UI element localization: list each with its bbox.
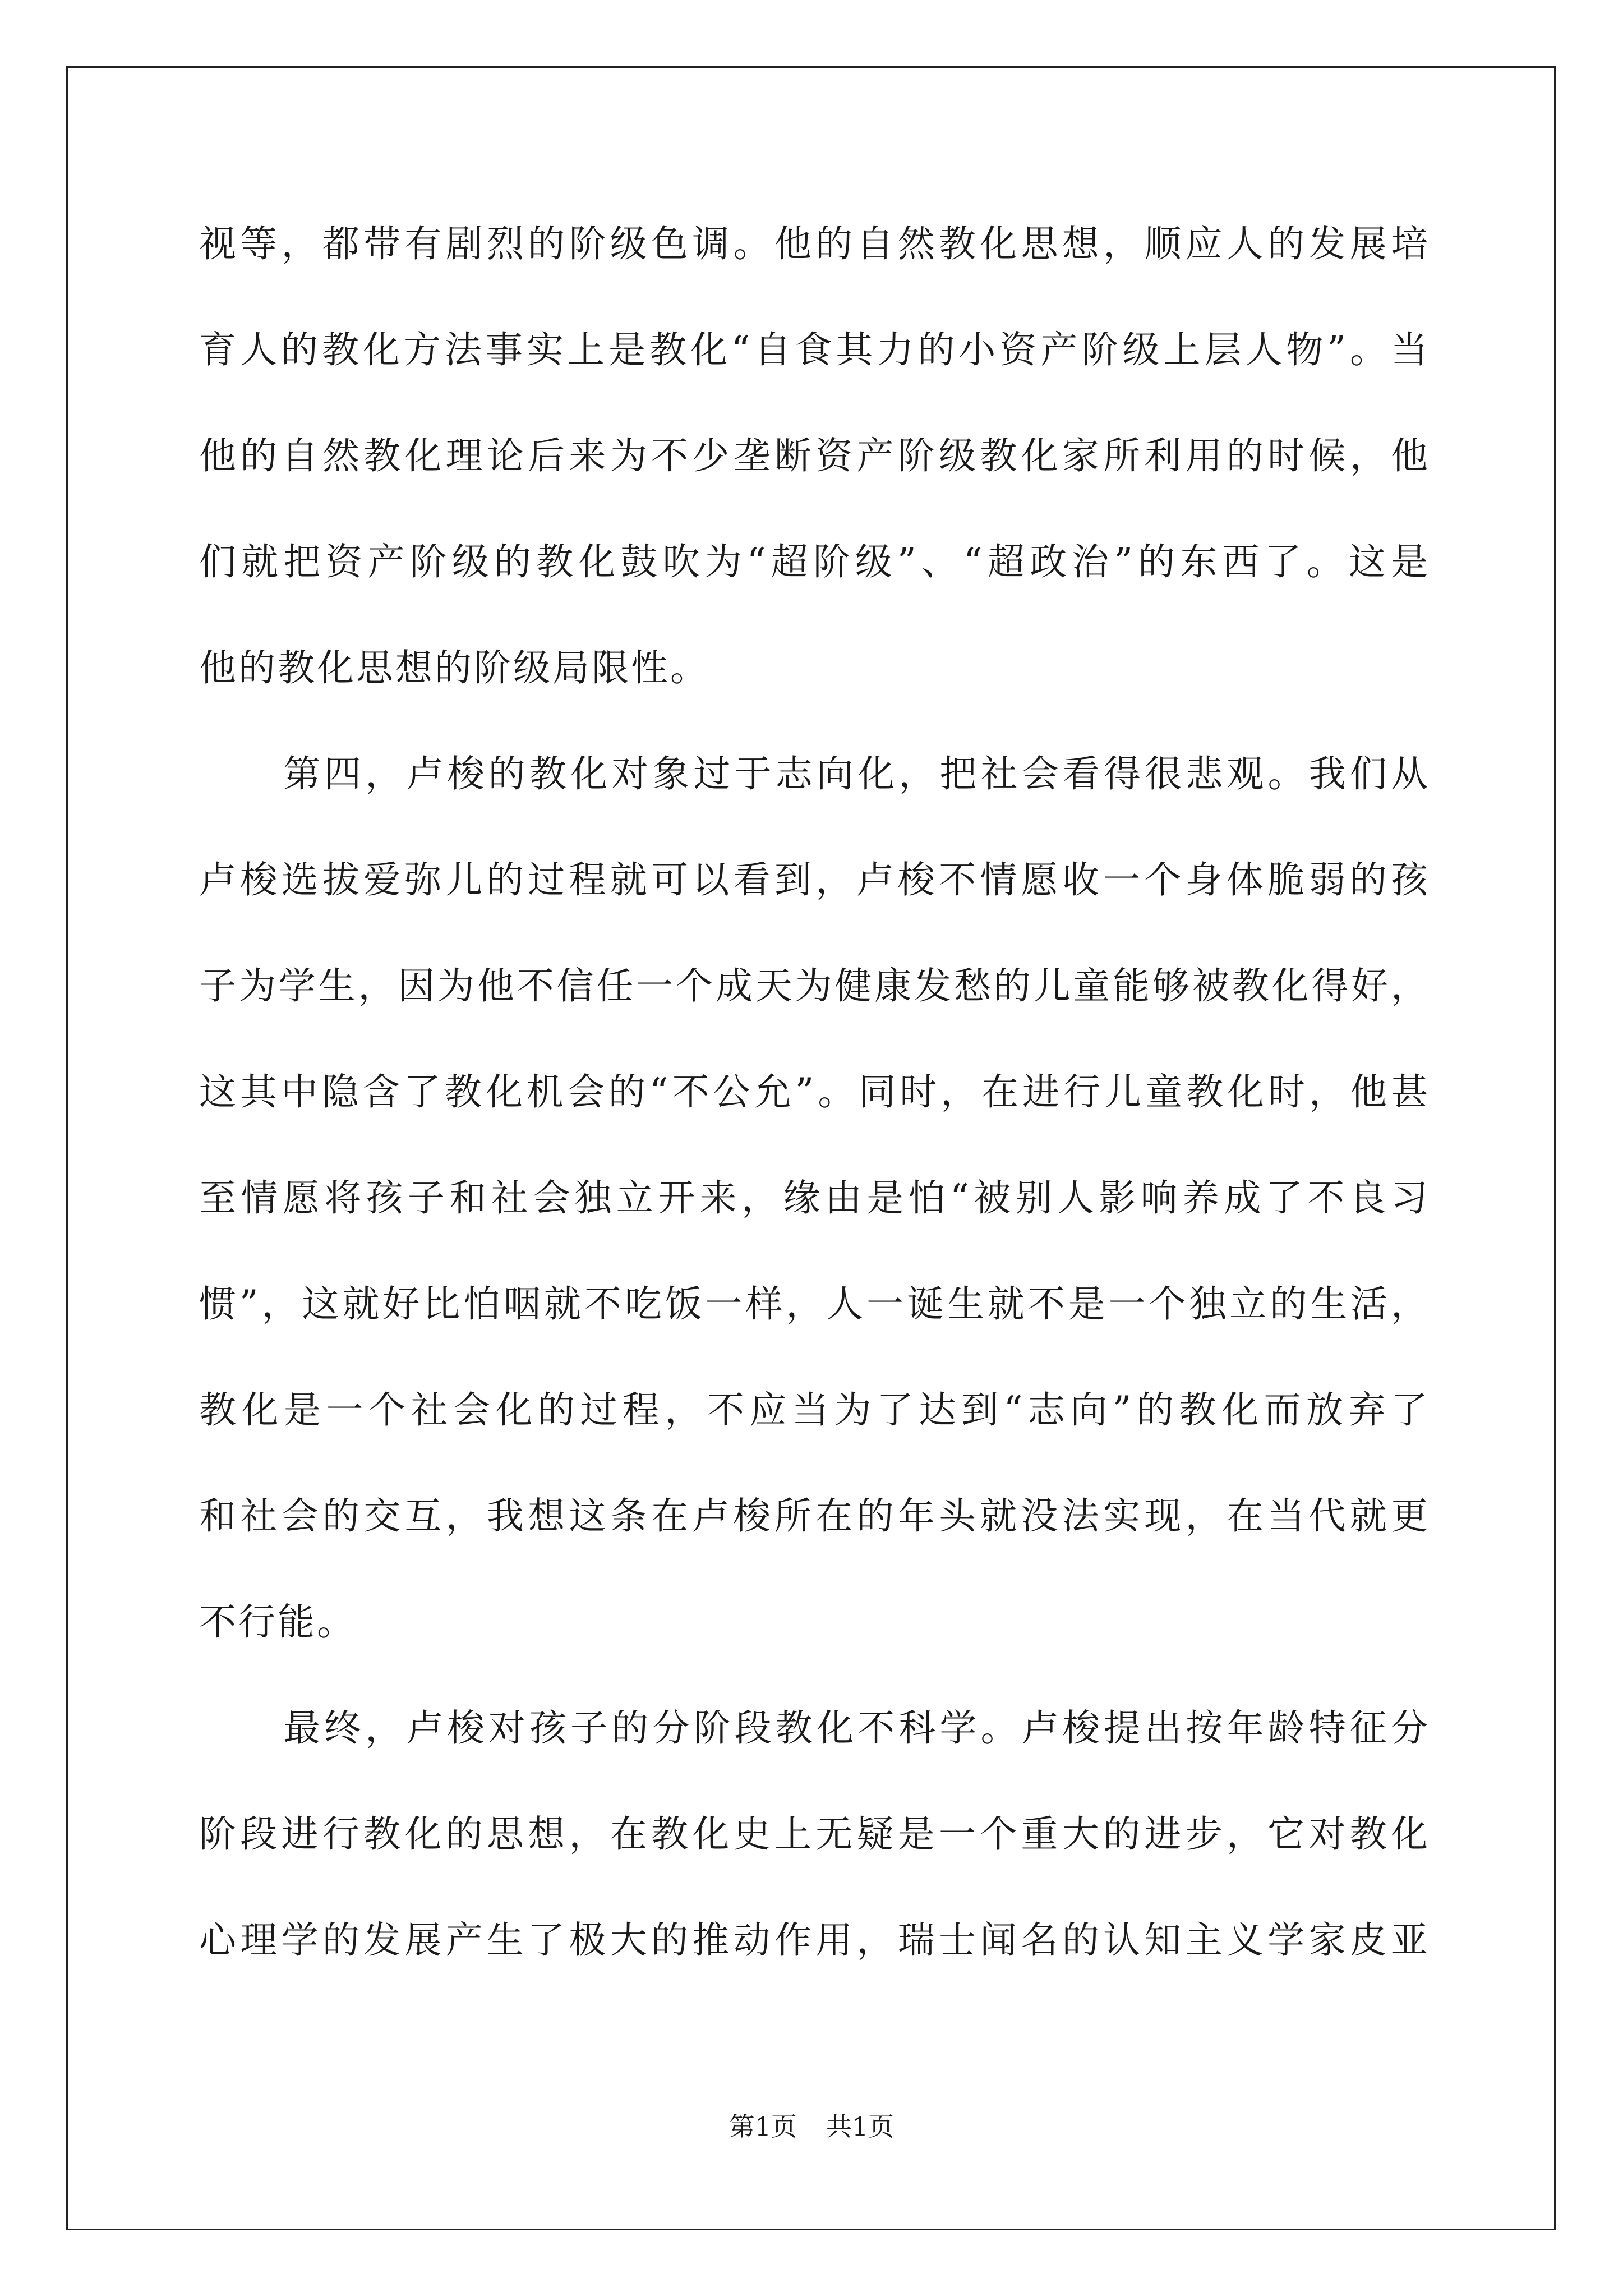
text-line: 这其中隐含了教化机会的“不公允”。同时，在进行儿童教化时，他甚: [199, 1070, 1430, 1114]
text-line: 和社会的交互，我想这条在卢梭所在的年头就没法实现，在当代就更: [199, 1494, 1430, 1538]
text-line: 不行能。: [199, 1600, 356, 1644]
text-line: 心理学的发展产生了极大的推动作用，瑞士闻名的认知主义学家皮亚: [199, 1918, 1430, 1962]
paragraph-first-line: 第四，卢梭的教化对象过于志向化，把社会看得很悲观。我们从: [283, 752, 1430, 795]
text-line: 惯”，这就好比怕咽就不吃饭一样，人一诞生就不是一个独立的生活，: [199, 1282, 1430, 1326]
text-line: 教化是一个社会化的过程，不应当为了达到“志向”的教化而放弃了: [199, 1388, 1430, 1432]
text-line: 们就把资产阶级的教化鼓吹为“超阶级”、“超政治”的东西了。这是: [199, 540, 1430, 583]
text-line: 卢梭选拔爱弥儿的过程就可以看到，卢梭不情愿收一个身体脆弱的孩: [199, 858, 1430, 901]
page-footer: [0, 2106, 1623, 2143]
text-line: 他的教化思想的阶级局限性。: [199, 646, 709, 689]
page-total: 共1页: [826, 2111, 895, 2142]
paragraph-first-line: 最终，卢梭对孩子的分阶段教化不科学。卢梭提出按年龄特征分: [283, 1706, 1430, 1750]
text-line: 至情愿将孩子和社会独立开来，缘由是怕“被别人影响养成了不良习: [199, 1176, 1430, 1220]
text-line: 育人的教化方法事实上是教化“自食其力的小资产阶级上层人物”。当: [199, 328, 1430, 371]
page-number: 第1页: [728, 2111, 797, 2142]
text-line: 他的自然教化理论后来为不少垄断资产阶级教化家所利用的时候，他: [199, 434, 1430, 477]
text-line: 视等，都带有剧烈的阶级色调。他的自然教化思想，顺应人的发展培: [199, 222, 1430, 265]
text-line: 阶段进行教化的思想，在教化史上无疑是一个重大的进步，它对教化: [199, 1812, 1430, 1856]
document-body: [199, 216, 1430, 2018]
text-line: 子为学生，因为他不信任一个成天为健康发愁的儿童能够被教化得好，: [199, 964, 1430, 1007]
